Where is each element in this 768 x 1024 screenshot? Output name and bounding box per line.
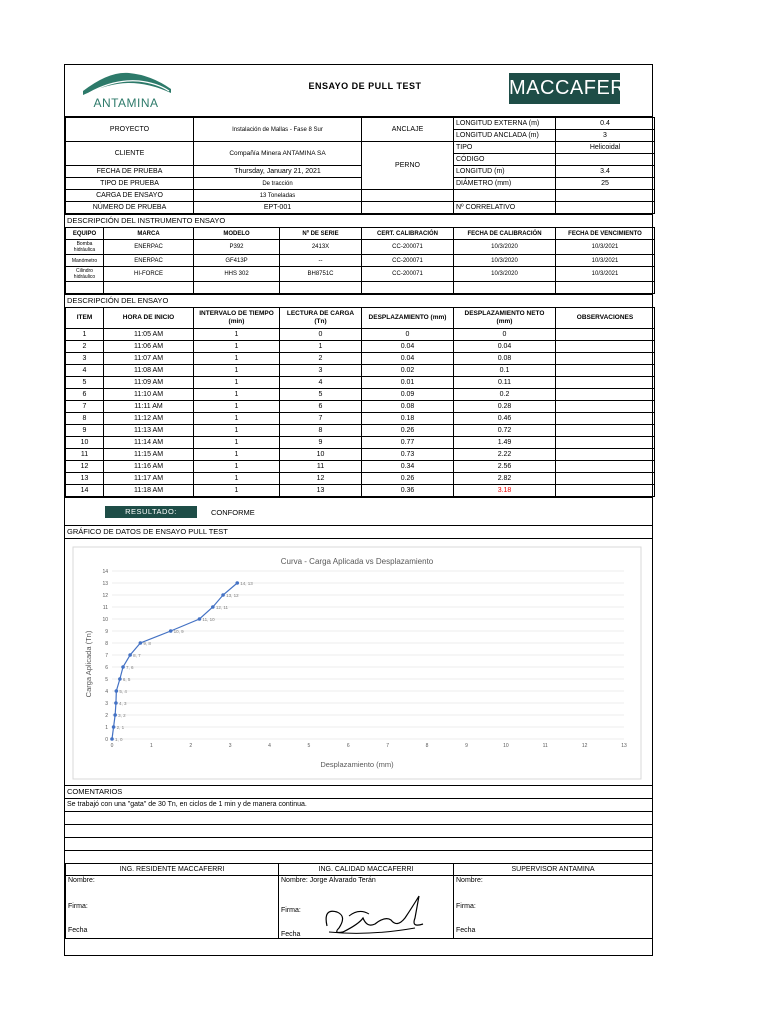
y-tick-label: 0: [105, 737, 108, 743]
instrument-header-cell: Nº DE SERIE: [280, 228, 362, 240]
test-cell: 13: [280, 485, 362, 497]
test-row: [66, 461, 655, 473]
test-cell: 13: [66, 473, 104, 485]
comments-text: Se trabajó con una "gata" de 30 Tn, en ciclos de 1 min y de manera continua.: [65, 798, 652, 811]
y-tick-label: 9: [105, 629, 108, 635]
test-header-row: [66, 308, 655, 329]
result-row: [65, 497, 652, 525]
instrument-header-cell: FECHA DE VENCIMIENTO: [556, 228, 655, 240]
antamina-logo-text: ANTAMINA: [93, 96, 159, 110]
test-cell: 0.02: [362, 365, 454, 377]
y-tick-label: 13: [102, 581, 108, 587]
correlativo-label: Nº CORRELATIVO: [454, 202, 556, 214]
tipo-prueba-value: De tracción: [194, 178, 362, 190]
test-cell: 11:17 AM: [104, 473, 194, 485]
instrument-cell: CC-200071: [362, 267, 454, 282]
instrument-cell: 10/3/2020: [454, 255, 556, 267]
data-point-label: 9, 8: [143, 640, 151, 646]
long-anc-label: LONGITUD ANCLADA (m): [454, 130, 556, 142]
y-tick-label: 5: [105, 677, 108, 683]
test-cell: 11:13 AM: [104, 425, 194, 437]
test-cell: [556, 377, 655, 389]
sig-col2: [279, 876, 454, 939]
test-cell: [556, 425, 655, 437]
test-row: [66, 329, 655, 341]
instrument-cell: ENERPAC: [104, 255, 194, 267]
longitud-label: LONGITUD (m): [454, 166, 556, 178]
sig-col1-title: ING. RESIDENTE MACCAFERRI: [66, 864, 279, 876]
signature-table: [65, 863, 653, 939]
test-cell: 2.82: [454, 473, 556, 485]
instrument-header-cell: MARCA: [104, 228, 194, 240]
handwritten-signature: [319, 888, 429, 939]
instrument-header-cell: FECHA DE CALIBRACIÓN: [454, 228, 556, 240]
test-cell: 0: [280, 329, 362, 341]
test-cell: 0.72: [454, 425, 556, 437]
proyecto-value: Instalación de Mallas - Fase 8 Sur: [194, 118, 362, 142]
x-tick-label: 5: [307, 743, 311, 749]
data-point-label: 14, 13: [240, 580, 253, 586]
diametro-value: 25: [556, 178, 655, 190]
test-cell: [556, 449, 655, 461]
x-tick-label: 4: [268, 743, 271, 749]
test-row: [66, 389, 655, 401]
test-cell: [556, 413, 655, 425]
data-point: [110, 737, 114, 741]
test-cell: 4: [66, 365, 104, 377]
cliente-value: Compañía Minera ANTAMINA SA: [194, 142, 362, 166]
test-row: [66, 413, 655, 425]
x-tick-label: 0: [110, 743, 114, 749]
test-cell: 0.26: [362, 425, 454, 437]
test-cell: 1: [194, 449, 280, 461]
chart-section-title: GRÁFICO DE DATOS DE ENSAYO PULL TEST: [65, 525, 652, 538]
test-cell: 0.11: [454, 377, 556, 389]
sig-col2-title: ING. CALIDAD MACCAFERRI: [279, 864, 454, 876]
test-cell: 1: [194, 353, 280, 365]
numero-label: NÚMERO DE PRUEBA: [66, 202, 194, 214]
x-tick-label: 6: [346, 743, 350, 749]
test-cell: 11:11 AM: [104, 401, 194, 413]
test-row: [66, 473, 655, 485]
test-cell: 5: [66, 377, 104, 389]
tipo-label: TIPO: [454, 142, 556, 154]
test-cell: 14: [66, 485, 104, 497]
test-row: [66, 377, 655, 389]
test-cell: 1: [66, 329, 104, 341]
data-point-label: 7, 6: [126, 664, 134, 670]
fecha-prueba-value: Thursday, January 21, 2021: [194, 166, 362, 178]
test-cell: [556, 365, 655, 377]
carga-label: CARGA DE ENSAYO: [66, 190, 194, 202]
test-cell: 3: [66, 353, 104, 365]
long-ext-label: LONGITUD EXTERNA (m): [454, 118, 556, 130]
result-label: RESULTADO:: [105, 506, 197, 518]
test-cell: 0.08: [362, 401, 454, 413]
test-cell: 0.18: [362, 413, 454, 425]
test-cell: 11:15 AM: [104, 449, 194, 461]
test-header-cell: ITEM: [66, 308, 104, 329]
sig-col1: [66, 876, 279, 939]
sig-col3-firma: Firma:: [456, 903, 476, 910]
instrument-header-row: [66, 228, 655, 240]
instrument-cell: 10/3/2021: [556, 255, 655, 267]
data-point: [115, 689, 119, 693]
y-tick-label: 2: [105, 713, 108, 719]
test-cell: 11:09 AM: [104, 377, 194, 389]
x-tick-label: 10: [503, 743, 509, 749]
test-cell: 3: [280, 365, 362, 377]
data-point: [169, 629, 173, 633]
instrument-header-cell: EQUIPO: [66, 228, 104, 240]
pull-test-chart: [65, 539, 652, 785]
page-title: ENSAYO DE PULL TEST: [308, 81, 422, 91]
sig-col3: [454, 876, 653, 939]
test-cell: [556, 389, 655, 401]
test-cell: 1: [194, 461, 280, 473]
test-cell: 0.73: [362, 449, 454, 461]
data-point: [121, 665, 125, 669]
test-cell: [556, 485, 655, 497]
data-point: [113, 713, 117, 717]
instrument-cell: GF413P: [194, 255, 280, 267]
sig-col3-fecha: Fecha: [456, 927, 476, 934]
test-row: [66, 425, 655, 437]
test-section-title: DESCRIPCIÓN DEL ENSAYO: [65, 294, 652, 307]
y-tick-label: 1: [105, 725, 108, 731]
tipo-value: Helicoidal: [556, 142, 655, 154]
comments-title: COMENTARIOS: [65, 785, 652, 798]
x-tick-label: 11: [542, 743, 548, 749]
data-point: [118, 677, 122, 681]
chart-ylabel: Carga Aplicada (Tn): [84, 630, 93, 698]
test-row: [66, 341, 655, 353]
data-point: [112, 725, 116, 729]
instrument-cell: BH8751C: [280, 267, 362, 282]
fecha-prueba-label: FECHA DE PRUEBA: [66, 166, 194, 178]
test-cell: 1: [194, 377, 280, 389]
instrument-cell: ENERPAC: [104, 240, 194, 255]
test-cell: 2: [66, 341, 104, 353]
instrument-cell: HHS 302: [194, 267, 280, 282]
test-cell: 11: [280, 461, 362, 473]
x-tick-label: 9: [465, 743, 468, 749]
test-cell: 12: [66, 461, 104, 473]
data-point-label: 1, 0: [115, 736, 123, 742]
test-cell: 0: [454, 329, 556, 341]
test-cell: 9: [66, 425, 104, 437]
test-cell: 8: [66, 413, 104, 425]
sig-col1-firma: Firma:: [68, 903, 88, 910]
long-ext-value: 0.4: [556, 118, 655, 130]
y-tick-label: 7: [105, 653, 108, 659]
sig-col1-fecha: Fecha: [68, 927, 88, 934]
data-point-label: 3, 2: [118, 712, 126, 718]
data-point: [139, 641, 143, 645]
y-tick-label: 4: [105, 689, 108, 695]
test-cell: 0.36: [362, 485, 454, 497]
data-point: [114, 701, 118, 705]
y-tick-label: 12: [102, 593, 108, 599]
instrument-cell: 10/3/2021: [556, 240, 655, 255]
test-cell: 2: [280, 353, 362, 365]
numero-value: EPT-001: [194, 202, 362, 214]
data-point-label: 4, 3: [118, 700, 127, 706]
instrument-row: [66, 240, 655, 255]
test-cell: 9: [280, 437, 362, 449]
data-point-label: 6, 5: [122, 676, 131, 682]
test-cell: 4: [280, 377, 362, 389]
x-tick-label: 8: [425, 743, 429, 749]
test-cell: 11:14 AM: [104, 437, 194, 449]
y-tick-label: 3: [105, 701, 108, 707]
test-cell: 3.18: [454, 485, 556, 497]
test-cell: 0.28: [454, 401, 556, 413]
test-cell: 1: [194, 473, 280, 485]
sig-col1-nombre: Nombre:: [68, 877, 95, 884]
codigo-label: CÓDIGO: [454, 154, 556, 166]
x-tick-label: 2: [189, 743, 193, 749]
test-cell: 12: [280, 473, 362, 485]
test-cell: 10: [66, 437, 104, 449]
test-cell: [556, 353, 655, 365]
y-tick-label: 8: [105, 641, 108, 647]
instrument-cell: 10/3/2020: [454, 267, 556, 282]
test-cell: 1: [194, 413, 280, 425]
data-point: [235, 581, 239, 585]
test-cell: 11:18 AM: [104, 485, 194, 497]
test-row: [66, 449, 655, 461]
x-tick-label: 7: [386, 743, 390, 749]
data-point-label: 2, 1: [116, 724, 125, 730]
test-cell: [556, 461, 655, 473]
test-header-cell: LECTURA DE CARGA (Tn): [280, 308, 362, 329]
test-cell: 11:08 AM: [104, 365, 194, 377]
proyecto-label: PROYECTO: [66, 118, 194, 142]
test-cell: 1: [194, 401, 280, 413]
test-cell: 0.08: [454, 353, 556, 365]
data-point-label: 11, 10: [202, 616, 215, 622]
data-point-label: 10, 9: [173, 628, 184, 634]
instrument-cell: Manómetro: [66, 255, 104, 267]
test-cell: [556, 437, 655, 449]
test-cell: 0.1: [454, 365, 556, 377]
header: [65, 65, 652, 117]
test-cell: 1: [194, 365, 280, 377]
result-value: CONFORME: [211, 508, 255, 517]
test-row: [66, 353, 655, 365]
instrument-cell: Cilindro hidráulico: [66, 267, 104, 282]
test-row: [66, 485, 655, 497]
test-cell: 11:07 AM: [104, 353, 194, 365]
test-header-cell: HORA DE INICIO: [104, 308, 194, 329]
y-tick-label: 10: [102, 617, 108, 623]
test-table: [65, 307, 655, 497]
test-cell: 7: [280, 413, 362, 425]
test-cell: 1: [194, 389, 280, 401]
test-row: [66, 437, 655, 449]
carga-value: 13 Toneladas: [194, 190, 362, 202]
test-row: [66, 365, 655, 377]
cliente-label: CLIENTE: [66, 142, 194, 166]
y-tick-label: 14: [102, 569, 108, 575]
antamina-logo: [79, 69, 174, 111]
test-cell: [556, 401, 655, 413]
sig-col2-fecha: Fecha: [281, 931, 301, 938]
instrument-cell: HI-FORCE: [104, 267, 194, 282]
sig-col2-nombre: Nombre: Jorge Alvarado Terán: [281, 877, 376, 884]
test-cell: 10: [280, 449, 362, 461]
instrument-header-cell: MODELO: [194, 228, 280, 240]
test-cell: 1: [194, 437, 280, 449]
test-cell: 0.34: [362, 461, 454, 473]
test-cell: 1: [194, 485, 280, 497]
x-tick-label: 1: [149, 743, 153, 749]
data-point-label: 13, 12: [226, 592, 239, 598]
diametro-label: DIÁMETRO (mm): [454, 178, 556, 190]
chart-border: [73, 547, 641, 779]
sig-col3-title: SUPERVISOR ANTAMINA: [454, 864, 653, 876]
test-cell: 0.04: [362, 353, 454, 365]
data-point-label: 12, 11: [215, 604, 229, 610]
test-cell: 1: [194, 341, 280, 353]
pull-test-sheet: [64, 64, 653, 956]
test-cell: 0.04: [454, 341, 556, 353]
test-cell: 11:16 AM: [104, 461, 194, 473]
maccaferri-logo: MACCAFERRI: [509, 73, 620, 104]
test-header-cell: DESPLAZAMIENTO NETO (mm): [454, 308, 556, 329]
test-cell: 0.09: [362, 389, 454, 401]
anclaje-label: ANCLAJE: [362, 118, 454, 142]
instrument-cell: --: [280, 255, 362, 267]
y-tick-label: 6: [105, 665, 108, 671]
data-point-label: 8, 7: [133, 652, 141, 658]
data-point: [198, 617, 202, 621]
data-point: [211, 605, 215, 609]
test-cell: 11:06 AM: [104, 341, 194, 353]
sig-col2-firma: Firma:: [281, 907, 301, 914]
instrument-header-cell: CERT. CALIBRACIÓN: [362, 228, 454, 240]
chart-container: [65, 538, 652, 785]
test-cell: 0.04: [362, 341, 454, 353]
x-tick-label: 3: [228, 743, 232, 749]
x-tick-label: 12: [581, 743, 588, 749]
test-cell: 0: [362, 329, 454, 341]
chart-xlabel: Desplazamiento (mm): [320, 760, 394, 769]
test-cell: 0.77: [362, 437, 454, 449]
instrument-cell: 10/3/2021: [556, 267, 655, 282]
chart-title: Curva - Carga Aplicada vs Desplazamiento: [280, 557, 434, 566]
instrument-cell: P392: [194, 240, 280, 255]
test-cell: 1.49: [454, 437, 556, 449]
test-cell: 5: [280, 389, 362, 401]
data-point-label: 5, 4: [119, 688, 127, 694]
tipo-prueba-label: TIPO DE PRUEBA: [66, 178, 194, 190]
test-cell: [556, 473, 655, 485]
test-cell: 1: [194, 329, 280, 341]
data-point: [221, 593, 225, 597]
test-cell: 11: [66, 449, 104, 461]
test-cell: 8: [280, 425, 362, 437]
longitud-value: 3.4: [556, 166, 655, 178]
instrument-row: [66, 255, 655, 267]
test-cell: 2.22: [454, 449, 556, 461]
instrument-table: [65, 227, 655, 294]
test-cell: 11:10 AM: [104, 389, 194, 401]
perno-label: PERNO: [362, 142, 454, 190]
test-cell: 0.01: [362, 377, 454, 389]
test-header-cell: INTERVALO DE TIEMPO (min): [194, 308, 280, 329]
test-cell: 0.46: [454, 413, 556, 425]
test-cell: 1: [280, 341, 362, 353]
test-cell: 6: [280, 401, 362, 413]
test-cell: 2.56: [454, 461, 556, 473]
instrument-cell: 2413X: [280, 240, 362, 255]
instrument-cell: CC-200071: [362, 255, 454, 267]
test-header-cell: OBSERVACIONES: [556, 308, 655, 329]
instrument-cell: CC-200071: [362, 240, 454, 255]
test-cell: 11:05 AM: [104, 329, 194, 341]
instrument-cell: Bomba hidráulica: [66, 240, 104, 255]
test-cell: 6: [66, 389, 104, 401]
instrument-section-title: DESCRIPCIÓN DEL INSTRUMENTO ENSAYO: [65, 214, 652, 227]
y-tick-label: 11: [102, 605, 108, 611]
x-tick-label: 13: [621, 743, 627, 749]
instrument-cell: 10/3/2020: [454, 240, 556, 255]
long-anc-value: 3: [556, 130, 655, 142]
test-cell: [556, 329, 655, 341]
test-header-cell: DESPLAZAMIENTO (mm): [362, 308, 454, 329]
test-cell: 0.26: [362, 473, 454, 485]
data-point: [128, 653, 132, 657]
test-cell: [556, 341, 655, 353]
test-row: [66, 401, 655, 413]
sig-col3-nombre: Nombre:: [456, 877, 483, 884]
instrument-row: [66, 267, 655, 282]
test-cell: 11:12 AM: [104, 413, 194, 425]
project-table: [65, 117, 655, 214]
test-cell: 0.2: [454, 389, 556, 401]
test-cell: 1: [194, 425, 280, 437]
test-cell: 7: [66, 401, 104, 413]
